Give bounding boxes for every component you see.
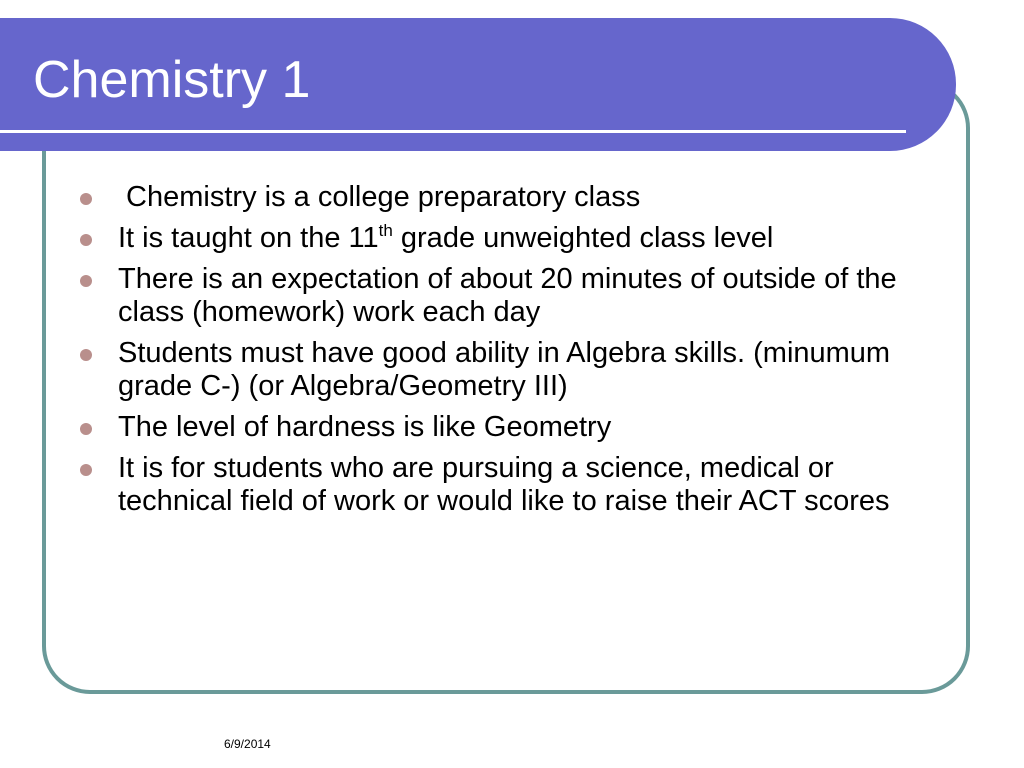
bullet-text-after: grade unweighted class level	[392, 222, 774, 254]
bullet-dot-icon	[80, 193, 92, 205]
ordinal-superscript: th	[378, 221, 393, 240]
bullet-text	[118, 222, 773, 254]
bullet-dot-icon	[80, 464, 92, 476]
bullet-text: It is for students who are pursuing a science, medical or technical field of work or would like to raise their ACT scores	[118, 452, 890, 517]
bullet-item	[76, 411, 948, 444]
bullet-text: There is an expectation of about 20 minutes of outside of the class (homework) work each day	[118, 263, 897, 328]
bullet-dot-icon	[80, 349, 92, 361]
bullet-dot-icon	[80, 275, 92, 287]
bullet-text-before: It is taught on the 11	[118, 222, 379, 254]
bullet-item	[76, 181, 948, 214]
bullet-text: Students must have good ability in Algebra skills. (minumum grade C-) (or Algebra/Geometry III)	[118, 337, 891, 402]
bullet-dot-icon	[80, 234, 92, 246]
bullet-item	[76, 452, 948, 518]
bullet-text: The level of hardness is like Geometry	[118, 411, 612, 443]
slide-title: Chemistry 1	[33, 51, 311, 109]
bullet-list	[76, 181, 948, 526]
bullet-item	[76, 337, 948, 403]
footer-date: 6/9/2014	[224, 737, 271, 751]
bullet-dot-icon	[80, 423, 92, 435]
bullet-item	[76, 263, 948, 329]
bullet-item	[76, 222, 948, 255]
title-underline	[0, 130, 906, 133]
bullet-text: Chemistry is a college preparatory class	[118, 181, 641, 213]
